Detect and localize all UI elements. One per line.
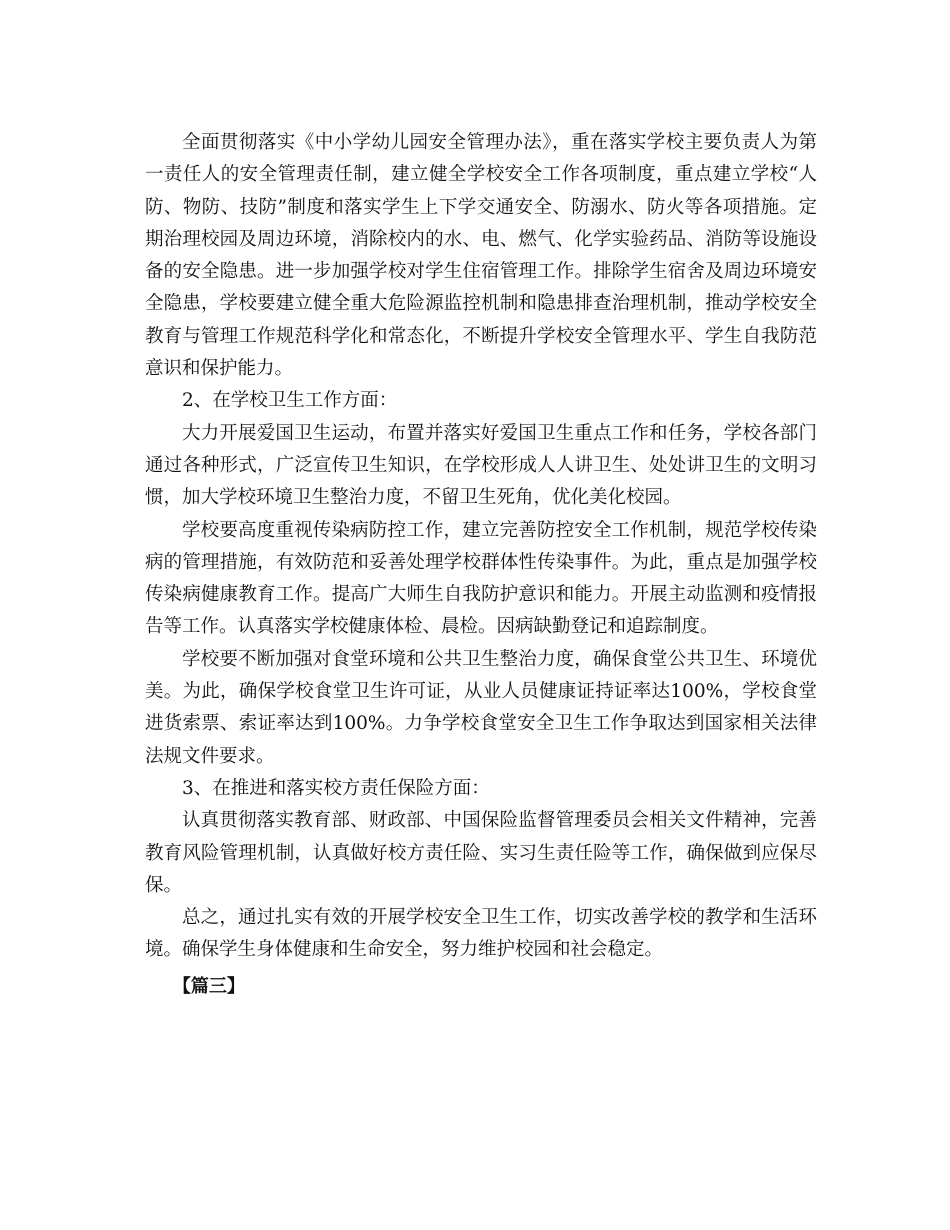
paragraph-conclusion: 总之，通过扎实有效的开展学校安全卫生工作，切实改善学校的教学和生活环境。确保学生身体健康和生命安全，努力维护校园和社会稳定。 [145, 907, 817, 961]
paragraph-safety-management: 全面贯彻落实《中小学幼儿园安全管理办法》，重在落实学校主要负责人为第一责任人的安全管理责任制，建立健全学校安全工作各项制度，重点建立学校“人防、物防、技防”制度和落实学生上下学交通安全、防溺水、防火等各项措施。定期治理校园及周边环境，消除校内的水、电、燃气、化学实验药品、消防等设施设备的安全隐患。进一步加强学校对学生住宿管理工作。排除学生宿舍及周边环境安全隐患，学校要建立健全重大危险源监控机制和隐患排查治理机制，推动学校安全教育与管理工作规范科学化和常态化，不断提升学校安全管理水平、学生自我防范意识和保护能力。 [145, 132, 817, 380]
section-mark-part-three: 【篇三】 [172, 975, 245, 997]
heading-hygiene-work: 2、在学校卫生工作方面： [182, 390, 398, 412]
heading-liability-insurance: 3、在推进和落实校方责任保险方面： [182, 777, 490, 799]
document-body [145, 127, 817, 1003]
paragraph-insurance: 认真贯彻落实教育部、财政部、中国保险监督管理委员会相关文件精神，完善教育风险管理机制，认真做好校方责任险、实习生责任险等工作，确保做到应保尽保。 [145, 810, 817, 896]
paragraph-patriotic-hygiene: 大力开展爱国卫生运动，布置并落实好爱国卫生重点工作和任务，学校各部门通过各种形式，广泛宣传卫生知识，在学校形成人人讲卫生、处处讲卫生的文明习惯，加大学校环境卫生整治力度，不留卫生死角，优化美化校园。 [145, 422, 817, 509]
paragraph-infectious-disease: 学校要高度重视传染病防控工作，建立完善防控安全工作机制，规范学校传染病的管理措施，有效防范和妥善处理学校群体性传染事件。为此，重点是加强学校传染病健康教育工作。提高广大师生自我防护意识和能力。开展主动监测和疫情报告等工作。认真落实学校健康体检、晨检。因病缺勤登记和追踪制度。 [145, 519, 817, 638]
paragraph-canteen-hygiene: 学校要不断加强对食堂环境和公共卫生整治力度，确保食堂公共卫生、环境优美。为此，确保学校食堂卫生许可证，从业人员健康证持证率达100%，学校食堂进货索票、索证率达到100%。力争学校食堂安全卫生工作争取达到国家相关法律法规文件要求。 [145, 648, 817, 767]
